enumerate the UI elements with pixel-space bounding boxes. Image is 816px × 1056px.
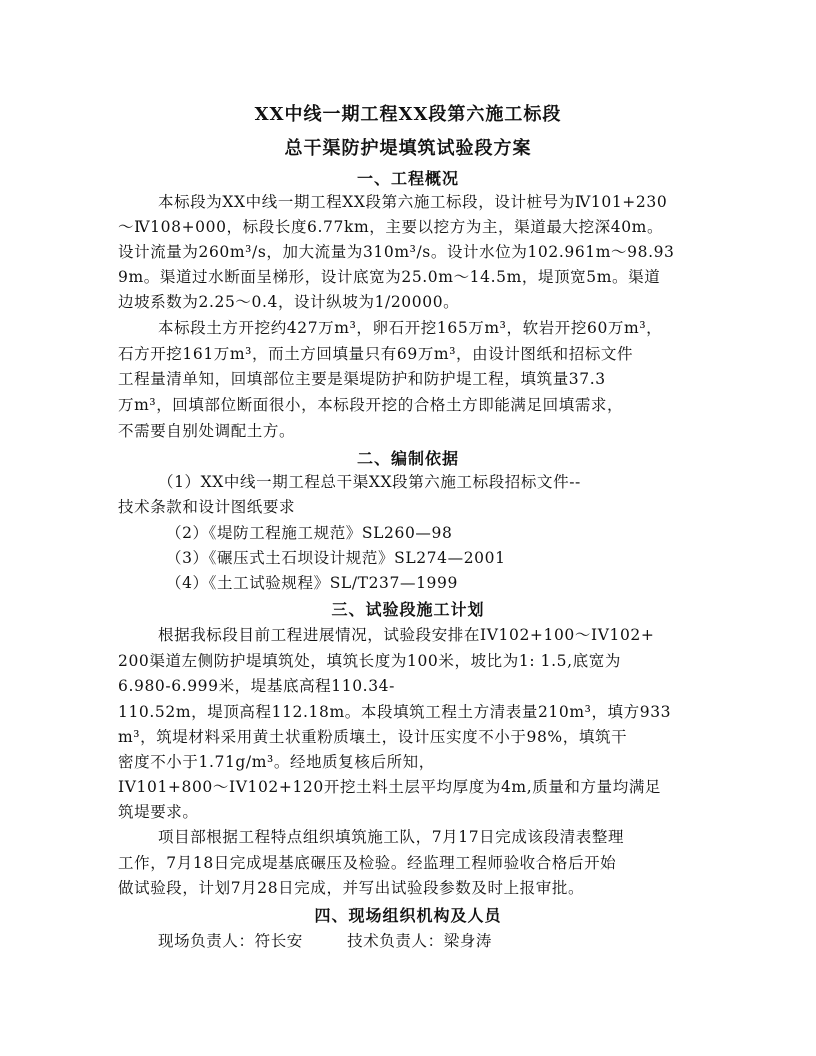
section-1-heading: 一、工程概况 <box>356 169 459 188</box>
section-1-line: 不需要自别处调配土方。 <box>118 422 296 440</box>
section-1-line: 万m³，回填部位断面很小，本标段开挖的合格土方即能满足回填需求， <box>118 396 624 414</box>
section-2-line: （3）《碾压式土石坝设计规范》SL274—2001 <box>166 549 506 567</box>
section-2-line: （2）《堤防工程施工规范》SL260—98 <box>166 524 453 542</box>
section-3-line: 密度不小于1.71g/m³。经地质复核后所知， <box>118 753 435 771</box>
section-3-line: 筑堤要求。 <box>118 803 199 821</box>
section-3-line: 做试验段，计划7月28日完成，并写出试验段参数及时上报审批。 <box>118 879 585 897</box>
section-3-line: 200渠道左侧防护堤填筑处，填筑长度为100米，坡比为1: 1.5,底宽为 <box>118 652 621 670</box>
section-2-line: （4）《土工试验规程》SL/T237—1999 <box>166 574 458 592</box>
section-3-line: 根据我标段目前工程进展情况，试验段安排在IV102+100～IV102+ <box>158 626 655 644</box>
document-title-line-2: 总干渠防护堤填筑试验段方案 <box>284 138 532 159</box>
document-title-line-1: XX中线一期工程XX段第六施工标段 <box>254 104 562 125</box>
section-1-line: ～Ⅳ108+000，标段长度6.77km，主要以挖方为主，渠道最大挖深40m。 <box>118 218 664 236</box>
section-3-line: 6.980-6.999米，堤基底高程110.34- <box>118 677 395 695</box>
section-2-heading: 二、编制依据 <box>356 449 459 468</box>
section-3-line: IV101+800～IV102+120开挖土料土层平均厚度为4m,质量和方量均满足 <box>118 778 662 796</box>
section-1-line: 石方开挖161万m³，而土方回填量只有69万m³，由设计图纸和招标文件 <box>118 345 634 363</box>
section-1-line: 工程量清单知，回填部位主要是渠堤防护和防护堤工程，填筑量37.3 <box>118 370 606 388</box>
section-1-line: 本标段土方开挖约427万m³，卵石开挖165万m³，软岩开挖60万m³， <box>158 319 663 337</box>
section-3-line: m³，筑堤材料采用黄土状重粉质壤土，设计压实度不小于98%，填筑干 <box>118 728 628 746</box>
section-2-line: 技术条款和设计图纸要求 <box>118 498 296 516</box>
section-1-line: 本标段为XX中线一期工程XX段第六施工标段，设计桩号为Ⅳ101+230 <box>158 193 668 211</box>
section-4-line: 现场负责人：符长安 技术负责人：梁身涛 <box>158 932 493 950</box>
section-1-line: 9m。渠道过水断面呈梯形，设计底宽为25.0m～14.5m，堤顶宽5m。渠道 <box>118 268 661 286</box>
section-1-line: 边坡系数为2.25～0.4，设计纵坡为1/20000。 <box>118 293 460 311</box>
section-3-line: 工作，7月18日完成堤基底碾压及检验。经监理工程师验收合格后开始 <box>118 854 617 872</box>
section-3-line: 110.52m，堤顶高程112.18m。本段填筑工程土方清表量210m³，填方933 <box>118 703 672 721</box>
section-3-heading: 三、试验段施工计划 <box>331 600 485 619</box>
section-4-heading: 四、现场组织机构及人员 <box>314 906 502 925</box>
section-1-line: 设计流量为260m³/s，加大流量为310m³/s。设计水位为102.961m～98.93 <box>118 243 675 261</box>
section-3-line: 项目部根据工程特点组织填筑施工队，7月17日完成该段清表整理 <box>158 828 625 846</box>
section-2-line: （1）XX中线一期工程总干渠XX段第六施工标段招标文件-- <box>158 473 581 491</box>
